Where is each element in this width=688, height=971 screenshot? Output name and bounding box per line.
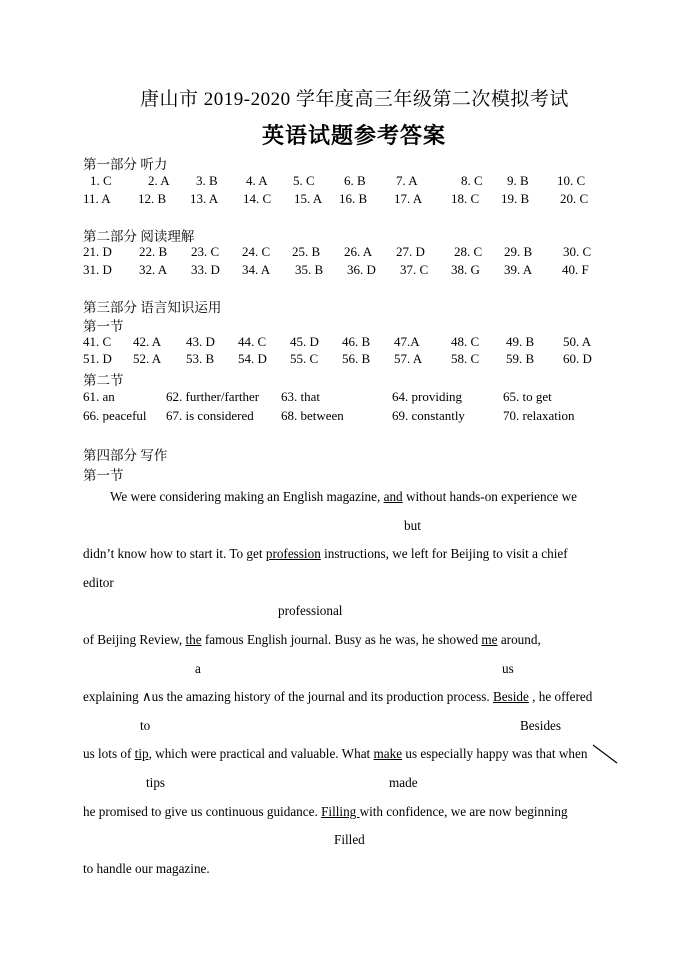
answer-item: 45. D — [290, 334, 319, 349]
essay-text: famous English journal. Busy as he was, he showed — [201, 632, 482, 647]
answer-item: 59. B — [506, 351, 535, 366]
fill-answer-item: 62. further/farther — [166, 389, 260, 404]
answer-item: 10. C — [557, 173, 586, 188]
answer-item: 2. A — [148, 173, 170, 188]
answer-item: 56. B — [342, 351, 371, 366]
answer-item: 21. D — [83, 244, 112, 259]
error-word: Beside — [492, 689, 529, 704]
answer-item: 1. C — [90, 173, 112, 188]
answer-item: 42. A — [133, 334, 162, 349]
answer-item: 44. C — [238, 334, 267, 349]
answer-item: 55. C — [290, 351, 319, 366]
correction-word: to — [140, 718, 151, 733]
fill-answer-item: 65. to get — [503, 389, 552, 404]
answer-item: 46. B — [342, 334, 371, 349]
correction-word: a — [195, 661, 201, 676]
answer-item: 17. A — [394, 191, 423, 206]
part3-heading: 第三部分 语言知识运用 — [83, 300, 222, 315]
error-word: Filling — [321, 804, 360, 819]
error-word: the — [185, 632, 202, 647]
fill-answer-item: 69. constantly — [392, 408, 465, 423]
part2-heading: 第二部分 阅读理解 — [83, 229, 195, 244]
answer-item: 43. D — [186, 334, 215, 349]
correction-word: made — [389, 775, 418, 790]
answer-item: 13. A — [190, 191, 219, 206]
essay-line — [83, 689, 592, 705]
answer-item: 58. C — [451, 351, 480, 366]
page-subtitle: 英语试题参考答案 — [262, 123, 447, 148]
part1-heading: 第一部分 听力 — [83, 157, 168, 172]
answer-item: 25. B — [292, 244, 321, 259]
answer-item: 53. B — [186, 351, 215, 366]
correction-word: Filled — [334, 832, 365, 847]
answer-item: 15. A — [294, 191, 323, 206]
answer-item: 9. B — [507, 173, 529, 188]
answer-item: 5. C — [293, 173, 315, 188]
answer-item: 37. C — [400, 262, 429, 277]
error-word: make — [373, 746, 403, 761]
fill-answer-item: 68. between — [281, 408, 344, 423]
answer-item: 3. B — [196, 173, 218, 188]
answer-item: 12. B — [138, 191, 167, 206]
answer-item: 51. D — [83, 351, 112, 366]
fill-answer-item: 61. an — [83, 389, 115, 404]
essay-line: editor — [83, 575, 114, 590]
answer-item: 57. A — [394, 351, 423, 366]
delete-mark — [590, 742, 620, 766]
error-word: and — [383, 489, 403, 504]
essay-line: to handle our magazine. — [83, 861, 210, 876]
correction-word: professional — [278, 603, 343, 618]
answer-item: 54. D — [238, 351, 267, 366]
fill-answer-item: 66. peaceful — [83, 408, 147, 423]
part4-section1-heading: 第一节 — [83, 468, 124, 483]
answer-item: 18. C — [451, 191, 480, 206]
error-word: profession — [265, 546, 321, 561]
answer-item: 38. G — [451, 262, 480, 277]
answer-item: 28. C — [454, 244, 483, 259]
error-word: me — [481, 632, 498, 647]
part4-heading: 第四部分 写作 — [83, 448, 168, 463]
essay-text: We were considering making an English magazine, — [110, 489, 384, 504]
correction-word: Besides — [520, 718, 562, 733]
essay-text: didn’t know how to start it. To get — [83, 546, 266, 561]
essay-text: us especially happy was that — [402, 746, 559, 761]
answer-item: 16. B — [339, 191, 368, 206]
essay-text: explaining ∧us the amazing history of the journal and its production process. — [83, 689, 493, 704]
essay-line — [110, 489, 577, 505]
fill-answer-item: 70. relaxation — [503, 408, 575, 423]
answer-item: 4. A — [246, 173, 268, 188]
essay-text: instructions, we left for Beijing to visit a chief — [320, 546, 568, 561]
fill-answer-item: 63. that — [281, 389, 320, 404]
answer-item: 49. B — [506, 334, 535, 349]
answer-item: 35. B — [295, 262, 324, 277]
essay-text: of Beijing Review, — [83, 632, 186, 647]
answer-item: 6. B — [344, 173, 366, 188]
answer-item: 39. A — [504, 262, 533, 277]
answer-item: 29. B — [504, 244, 533, 259]
essay-line — [83, 546, 568, 562]
correction-word: us — [502, 661, 514, 676]
answer-item: 32. A — [139, 262, 168, 277]
answer-item: 33. D — [191, 262, 220, 277]
answer-item: 27. D — [396, 244, 425, 259]
part3-section2-heading: 第二节 — [83, 373, 124, 388]
answer-item: 14. C — [243, 191, 272, 206]
answer-item: 34. A — [242, 262, 271, 277]
answer-item: 30. C — [563, 244, 592, 259]
essay-text: without hands-on experience we — [402, 489, 577, 504]
answer-item: 26. A — [344, 244, 373, 259]
essay-line — [83, 632, 541, 648]
fill-answer-item: 64. providing — [392, 389, 463, 404]
essay-text: he promised to give us continuous guidance. — [83, 804, 322, 819]
correction-word: tips — [146, 775, 166, 790]
part3-section1-heading: 第一节 — [83, 319, 124, 334]
fill-answer-item: 67. is considered — [166, 408, 254, 423]
answer-item: 31. D — [83, 262, 112, 277]
essay-text: , he offered — [528, 689, 593, 704]
answer-item: 60. D — [563, 351, 592, 366]
essay-text: us lots of — [83, 746, 135, 761]
answer-item: 40. F — [562, 262, 589, 277]
answer-item: 7. A — [396, 173, 418, 188]
answer-item: 47.A — [394, 334, 420, 349]
answer-item: 23. C — [191, 244, 220, 259]
answer-item: 19. B — [501, 191, 530, 206]
essay-line — [83, 804, 568, 820]
answer-item: 22. B — [139, 244, 168, 259]
essay-text: with confidence, we are now beginning — [359, 804, 568, 819]
answer-item: 8. C — [461, 173, 483, 188]
essay-text: around, — [497, 632, 541, 647]
answer-item: 36. D — [347, 262, 376, 277]
answer-item: 20. C — [560, 191, 589, 206]
essay-text: , which were practical and valuable. What — [148, 746, 374, 761]
answer-item: 24. C — [242, 244, 271, 259]
deleted-word: when — [558, 746, 588, 761]
error-word: tip — [134, 746, 149, 761]
page-title: 唐山市 2019-2020 学年度高三年级第二次模拟考试 — [140, 89, 569, 110]
correction-word: but — [404, 518, 421, 533]
answer-item: 50. A — [563, 334, 592, 349]
answer-item: 41. C — [83, 334, 112, 349]
answer-item: 52. A — [133, 351, 162, 366]
answer-item: 48. C — [451, 334, 480, 349]
essay-line — [83, 746, 587, 762]
answer-item: 11. A — [83, 191, 111, 206]
